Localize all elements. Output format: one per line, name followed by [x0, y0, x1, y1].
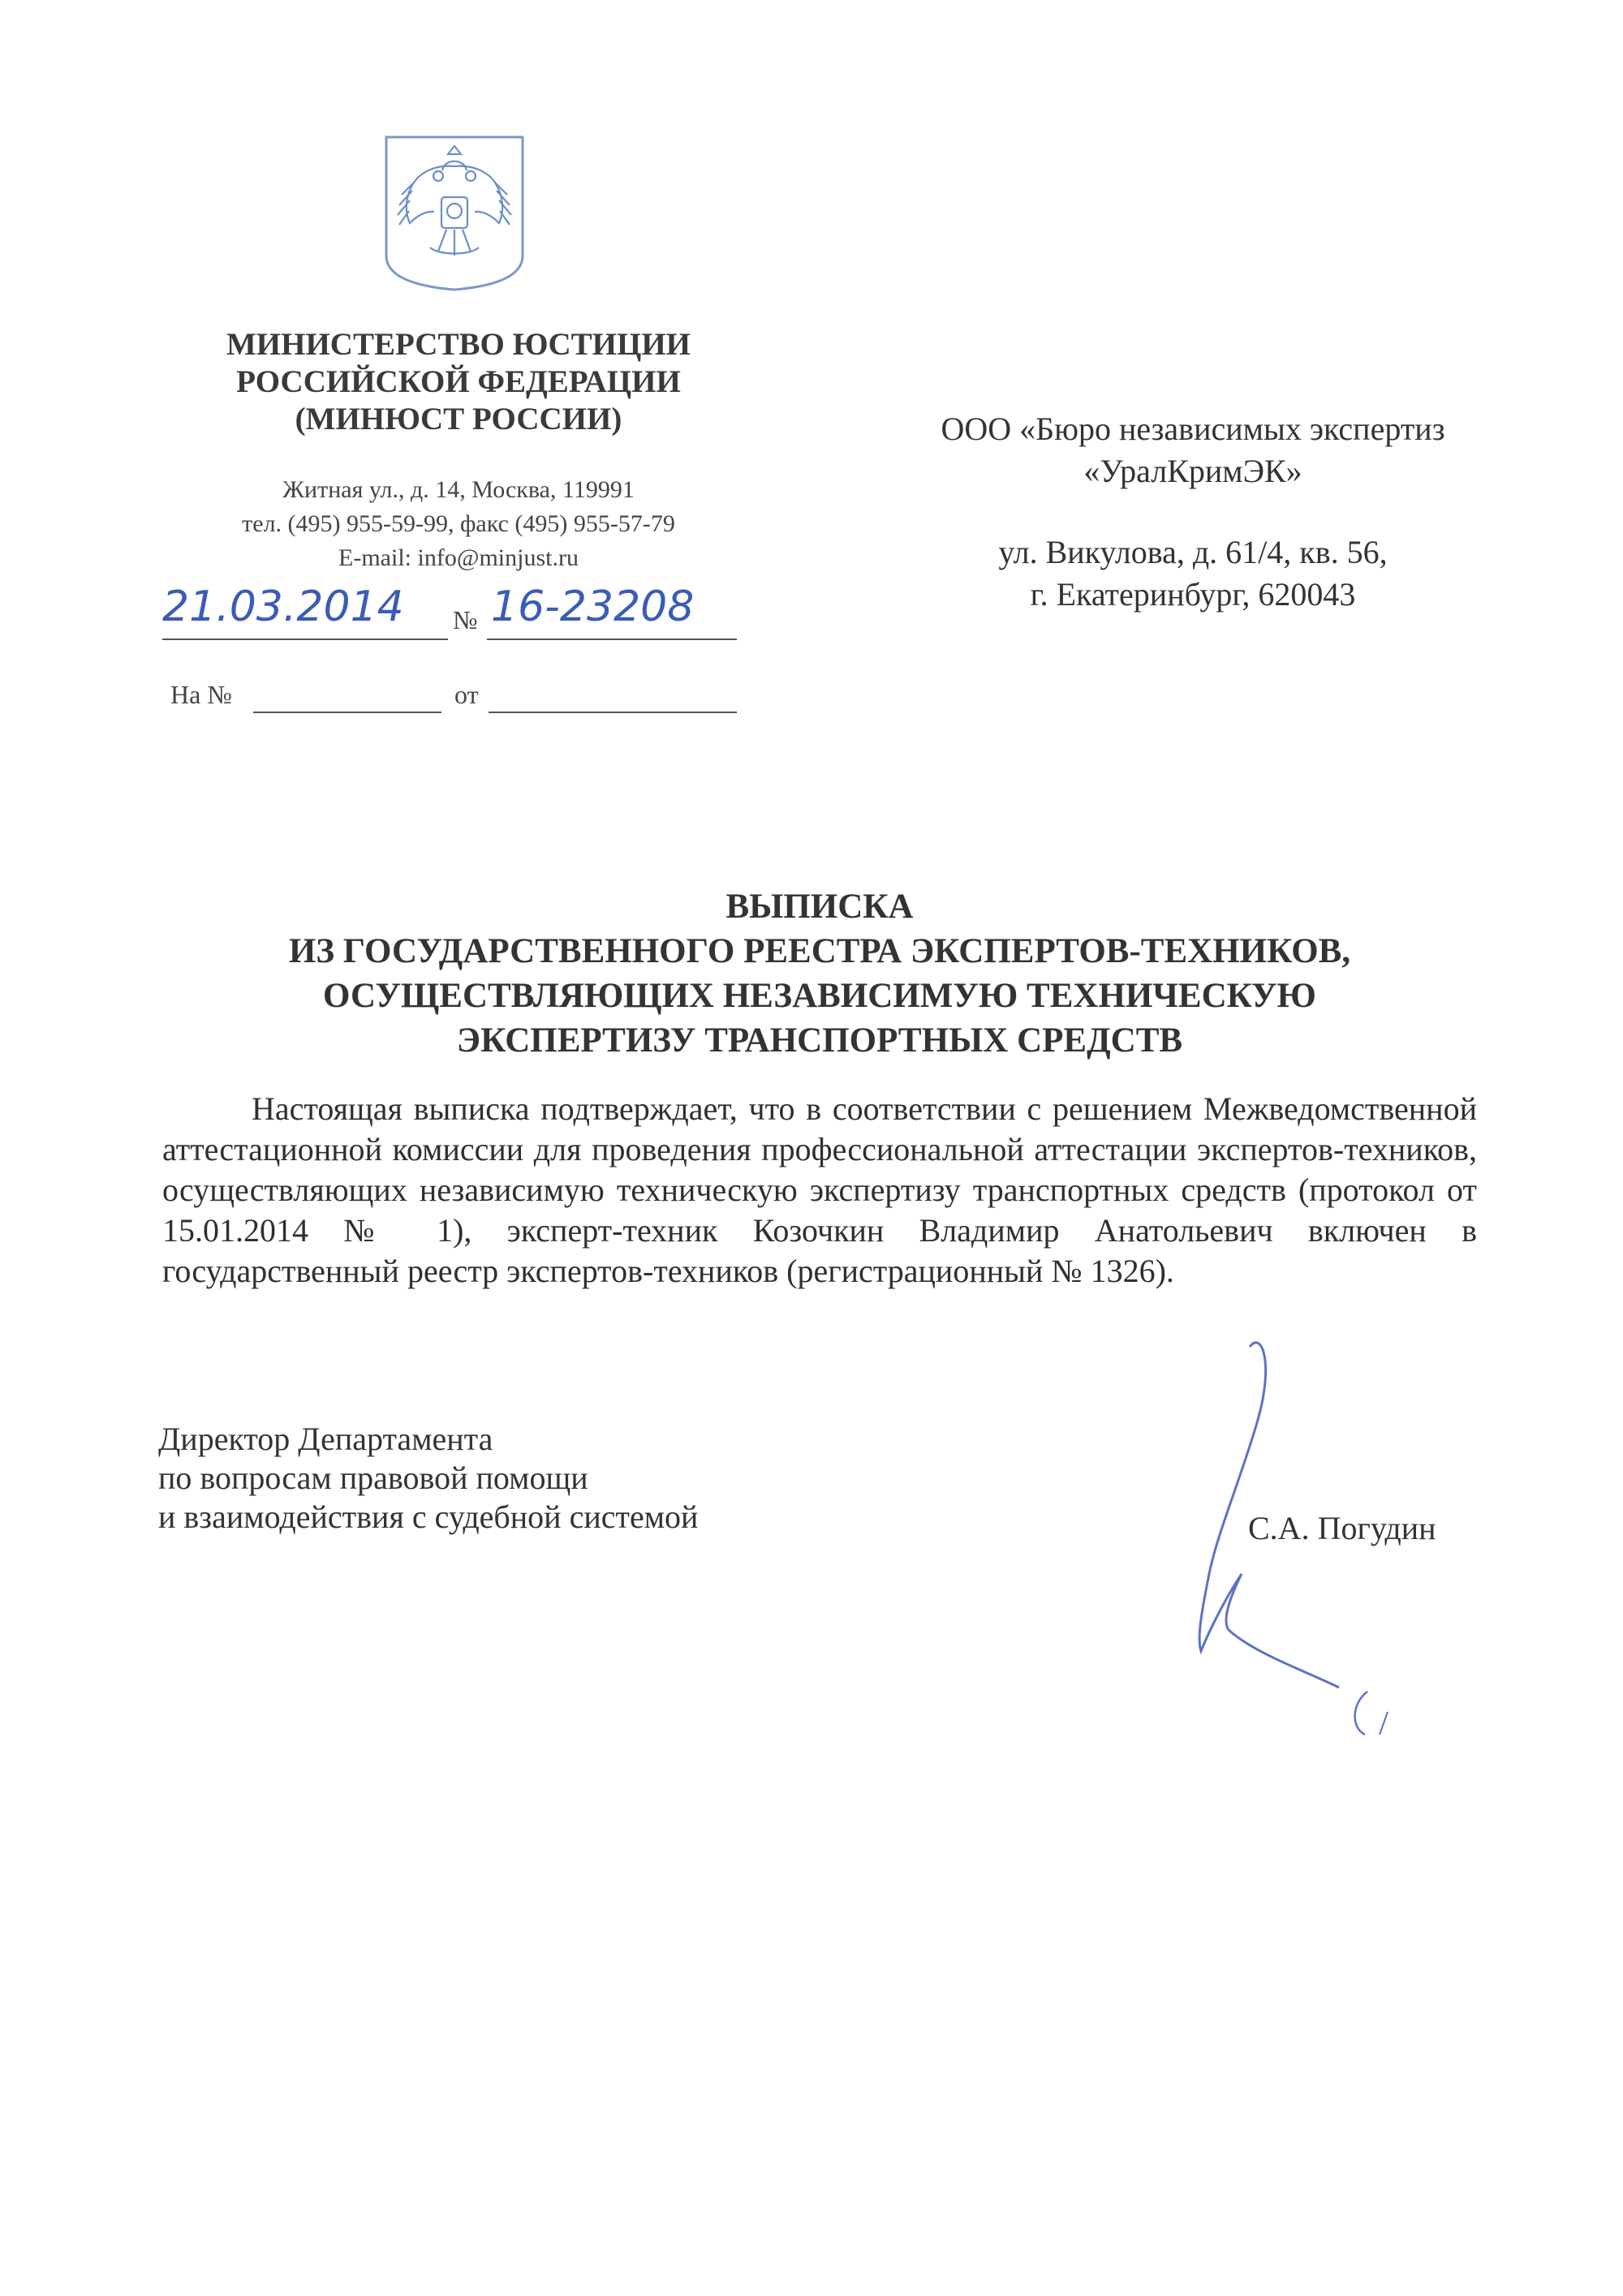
outgoing-number-label: № — [453, 605, 478, 634]
reply-number-underline — [253, 712, 441, 713]
signatory-title-line3: и взаимодействия с судебной системой — [158, 1498, 699, 1535]
signatory-title-line2: по вопросам правовой помощи — [158, 1460, 588, 1496]
recipient-address-line1: ул. Викулова, д. 61/4, кв. 56, — [998, 534, 1388, 570]
number-underline — [487, 638, 737, 640]
reply-number-label: На № — [170, 680, 232, 709]
document-subtitle-line3: ЭКСПЕРТИЗУ ТРАНСПОРТНЫХ СРЕДСТВ — [456, 1021, 1183, 1060]
signer-name: С.А. Погудин — [1248, 1510, 1436, 1546]
body-paragraph: Настоящая выписка подтверждает, что в соответствии с решением Межведомственной аттестационной комиссии для проведения профессиональной аттестации экспертов-техников, осуществляющих независимую техническую экспертизу транспортных средств (протокол от 15.01.2014 № 1), эксперт-техник Козочкин Владимир Анатольевич включен в государственный реестр экспертов-техников (регистрационный № 1326). — [162, 1090, 1477, 1289]
ministry-abbrev: (МИНЮСТ РОССИИ) — [295, 402, 622, 436]
outgoing-number: 16-23208 — [491, 583, 695, 631]
ministry-email: E-mail: info@minjust.ru — [338, 544, 579, 571]
document-subtitle-line1: ИЗ ГОСУДАРСТВЕННОГО РЕЕСТРА ЭКСПЕРТОВ-ТЕХНИКОВ, — [288, 932, 1351, 970]
document-title: ВЫПИСКА — [725, 888, 914, 926]
ministry-address: Житная ул., д. 14, Москва, 119991 — [282, 476, 635, 503]
recipient-org-line2: «УралКримЭК» — [1083, 453, 1302, 489]
outgoing-date: 21.03.2014 — [162, 583, 404, 631]
ministry-name-line2: РОССИЙСКОЙ ФЕДЕРАЦИИ — [236, 364, 681, 399]
document-subtitle-line2: ОСУЩЕСТВЛЯЮЩИХ НЕЗАВИСИМУЮ ТЕХНИЧЕСКУЮ — [323, 977, 1316, 1015]
recipient-org-line1: ООО «Бюро независимых экспертиз — [941, 411, 1445, 447]
ministry-name-line1: МИНИСТЕРСТВО ЮСТИЦИИ — [226, 327, 691, 362]
reply-date-underline — [489, 712, 737, 713]
reply-from-label: от — [454, 680, 479, 709]
coat-of-arms-emblem — [381, 134, 527, 292]
date-underline — [162, 638, 448, 640]
signatory-title-line1: Директор Департамента — [158, 1421, 493, 1457]
recipient-address-line2: г. Екатеринбург, 620043 — [1030, 576, 1356, 613]
ministry-phone: тел. (495) 955-59-99, факс (495) 955-57-79 — [242, 510, 675, 537]
